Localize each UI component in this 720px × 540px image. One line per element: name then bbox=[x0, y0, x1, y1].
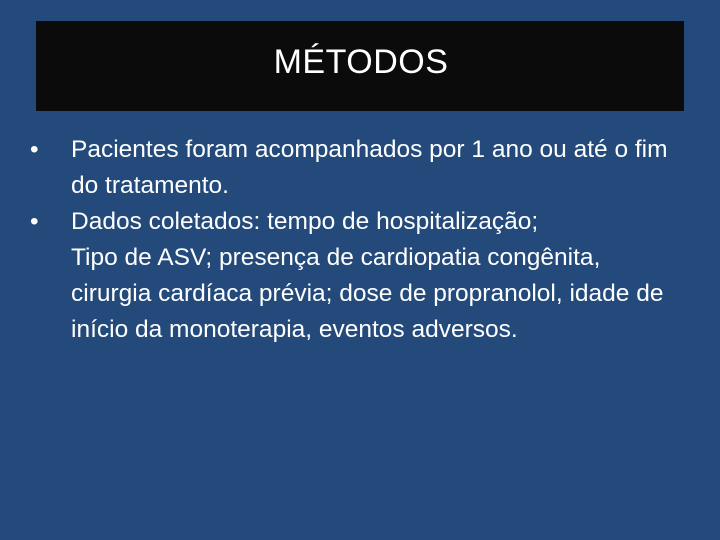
bullet-marker: • bbox=[30, 208, 39, 235]
bullet-text: Dados coletados: tempo de hospitalização; bbox=[71, 208, 539, 235]
title-bar bbox=[36, 21, 684, 111]
bullet-item bbox=[30, 204, 680, 240]
bullet-text: Pacientes foram acompanhados por 1 ano ou até o fim do tratamento. bbox=[71, 136, 668, 199]
continuation-text: Tipo de ASV; presença de cardiopatia congênita, cirurgia cardíaca prévia; dose de propranolol, idade de início da monoterapia, eventos adversos. bbox=[71, 244, 664, 343]
bullet-marker: • bbox=[30, 136, 39, 163]
bullet-item bbox=[30, 132, 680, 204]
slide-title: MÉTODOS bbox=[273, 42, 449, 81]
slide-content bbox=[30, 132, 680, 348]
